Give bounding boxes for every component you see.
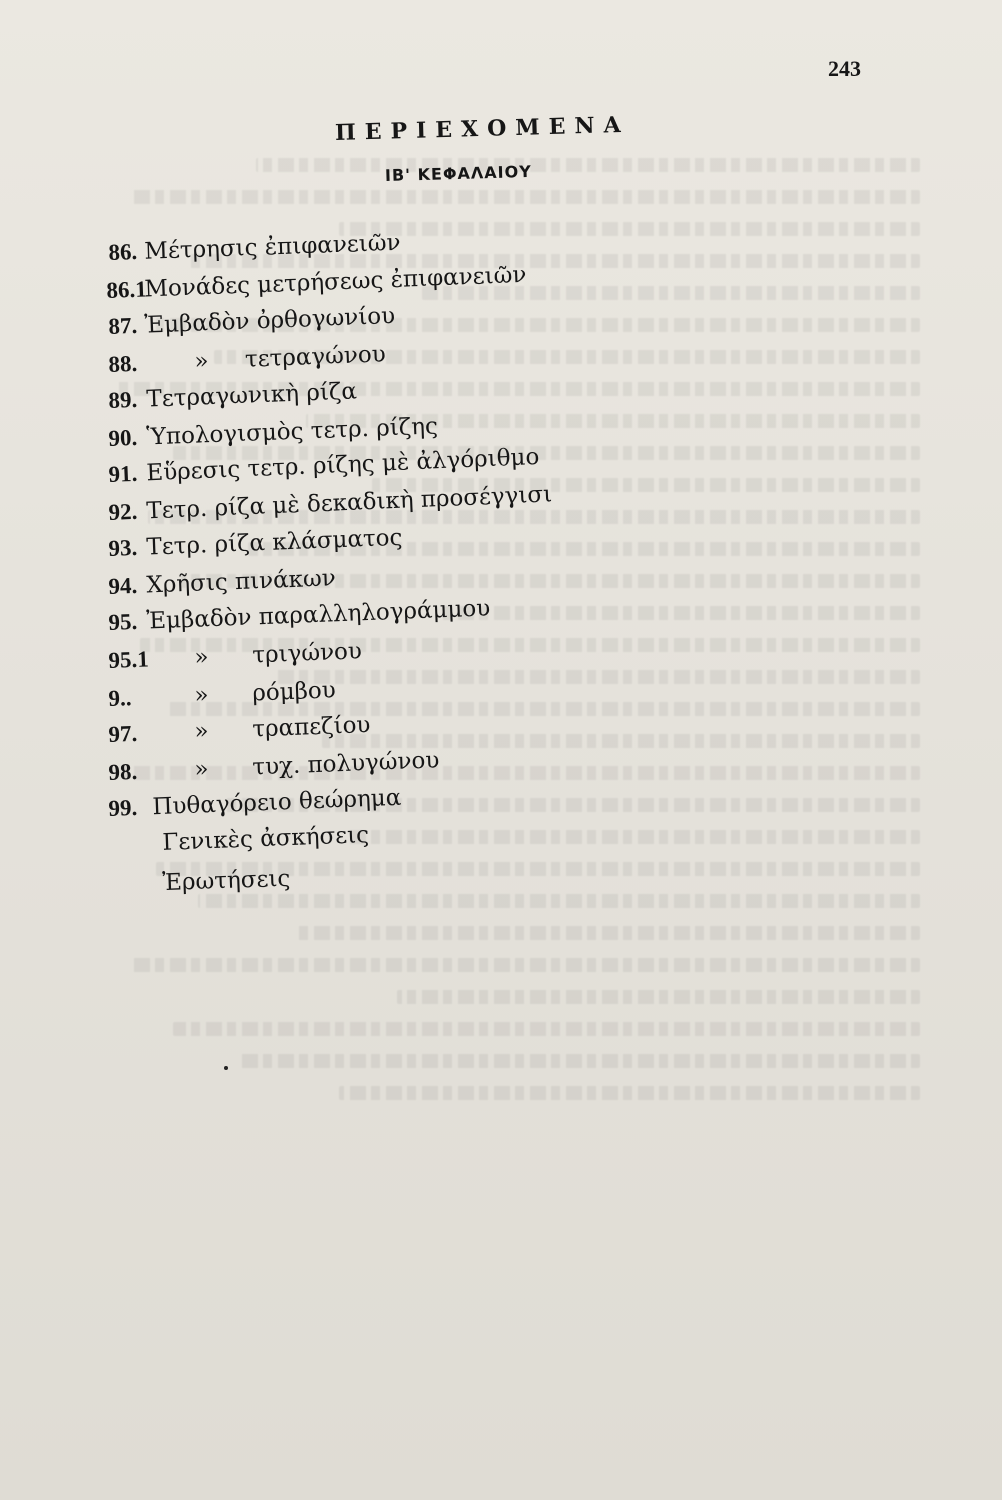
toc-entry-number: 86. xyxy=(108,238,138,265)
toc-entry-title: » τριγώνου xyxy=(193,638,363,671)
toc-entry-title: » τραπεζίου xyxy=(193,711,371,745)
toc-entry-title: Μονάδες μετρήσεως ἐπιφανειῶν xyxy=(143,261,527,303)
chapter-subtitle: ΙΒ' ΚΕΦΑΛΑΙΟΥ xyxy=(384,161,533,185)
toc-entry-title: Ἐμβαδὸν παραλληλογράμμου xyxy=(145,595,491,635)
toc-entry-number: 87. xyxy=(108,312,138,339)
toc-entry-number: 95. xyxy=(108,608,138,635)
toc-entry-number: 92. xyxy=(108,498,138,525)
toc-entry-number: 94. xyxy=(108,572,138,599)
toc-entry-title: Ὑπολογισμὸς τετρ. ρίζης xyxy=(145,413,439,451)
toc-entry-title: Μέτρησις ἐπιφανειῶν xyxy=(143,229,401,265)
toc-entry-title: Τετραγωνικὴ ρίζα xyxy=(145,378,358,413)
toc-entry-title: » ρόμβου xyxy=(193,677,337,709)
toc-entry-title: Εὕρεσις τετρ. ρίζης μὲ ἀλγόριθμο xyxy=(145,443,540,487)
toc-entry-title: Τετρ. ρίζα μὲ δεκαδικὴ προσέγγισι xyxy=(145,481,553,525)
toc-entry-number: 98. xyxy=(108,758,138,785)
toc-entry-title: Ἐμβαδὸν ὀρθογωνίου xyxy=(143,302,396,339)
stray-dot xyxy=(224,1066,228,1070)
toc-entry-title: Γενικὲς ἀσκήσεις xyxy=(161,821,370,856)
toc-entry-title: Ἐρωτήσεις xyxy=(161,865,291,897)
toc-entry-number: 93. xyxy=(108,534,138,561)
toc-entry-title: Χρῆσις πινάκων xyxy=(145,565,337,599)
toc-entry-number: 97. xyxy=(108,720,138,747)
toc-entry-number: 86.1 xyxy=(106,276,148,303)
toc-entry-title: » τυχ. πολυγώνου xyxy=(193,747,440,783)
page-number: 243 xyxy=(828,56,861,81)
toc-entry-number: 95.1 xyxy=(108,646,150,673)
toc-entry-title: Τετρ. ρίζα κλάσματος xyxy=(145,524,403,561)
toc-entry-number: 91. xyxy=(108,460,138,487)
toc-entry-title: Πυθαγόρειο θεώρημα xyxy=(151,784,402,821)
toc-entry-number: 99. xyxy=(108,794,138,821)
toc-entry-number: 9.. xyxy=(108,685,132,711)
toc-entry-number: 89. xyxy=(108,386,138,413)
toc-entry-number: 90. xyxy=(108,424,138,451)
page-title: ΠΕΡΙΕΧΟΜΕΝΑ xyxy=(334,111,630,146)
toc-entry-number: 88. xyxy=(108,350,138,377)
toc-entry-title: » τετραγώνου xyxy=(193,341,387,375)
